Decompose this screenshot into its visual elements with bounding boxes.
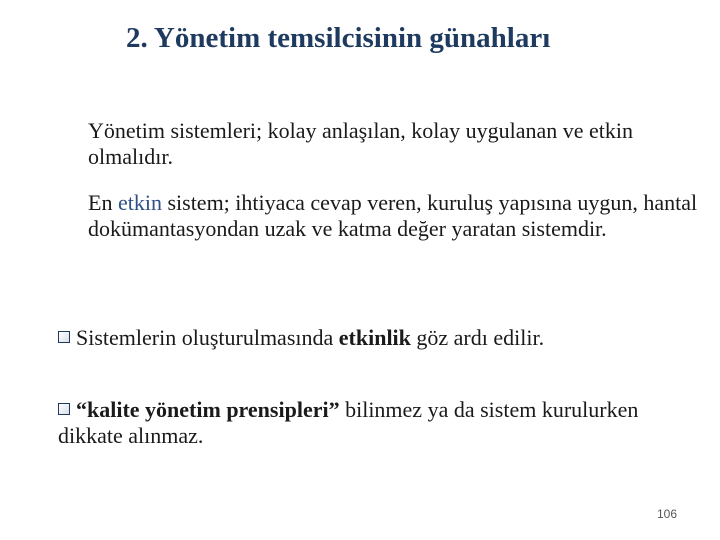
bullet-1-text-before: Sistemlerin oluşturulmasında: [76, 325, 339, 350]
paragraph-2-rest: sistem; ihtiyaca cevap veren, kuruluş yapısına uygun, hantal dokümantasyondan uzak ve katma değer yaratan sistemdir.: [88, 190, 698, 241]
bullet-item-2: [58, 397, 698, 449]
paragraph-2-prefix: En: [88, 190, 118, 215]
paragraph-2: [88, 190, 698, 242]
square-bullet-icon: [58, 331, 70, 343]
paragraph-1: Yönetim sistemleri; kolay anlaşılan, kolay uygulanan ve etkin olmalıdır.: [88, 118, 633, 169]
bullet-1-bold: etkinlik: [338, 325, 411, 350]
paragraph-2-highlight: etkin: [117, 190, 162, 215]
bullet-2-text-after: bilinmez ya da sistem kurulurken dikkate alınmaz.: [58, 397, 639, 448]
slide-title: 2. Yönetim temsilcisinin günahları: [126, 22, 551, 54]
bullet-2-bold: “kalite yönetim prensipleri”: [76, 397, 340, 422]
square-bullet-icon: [58, 403, 70, 415]
bullet-1-text-after: göz ardı edilir.: [410, 325, 545, 350]
page-number: 106: [657, 507, 678, 521]
bullet-item-1: [58, 325, 698, 351]
